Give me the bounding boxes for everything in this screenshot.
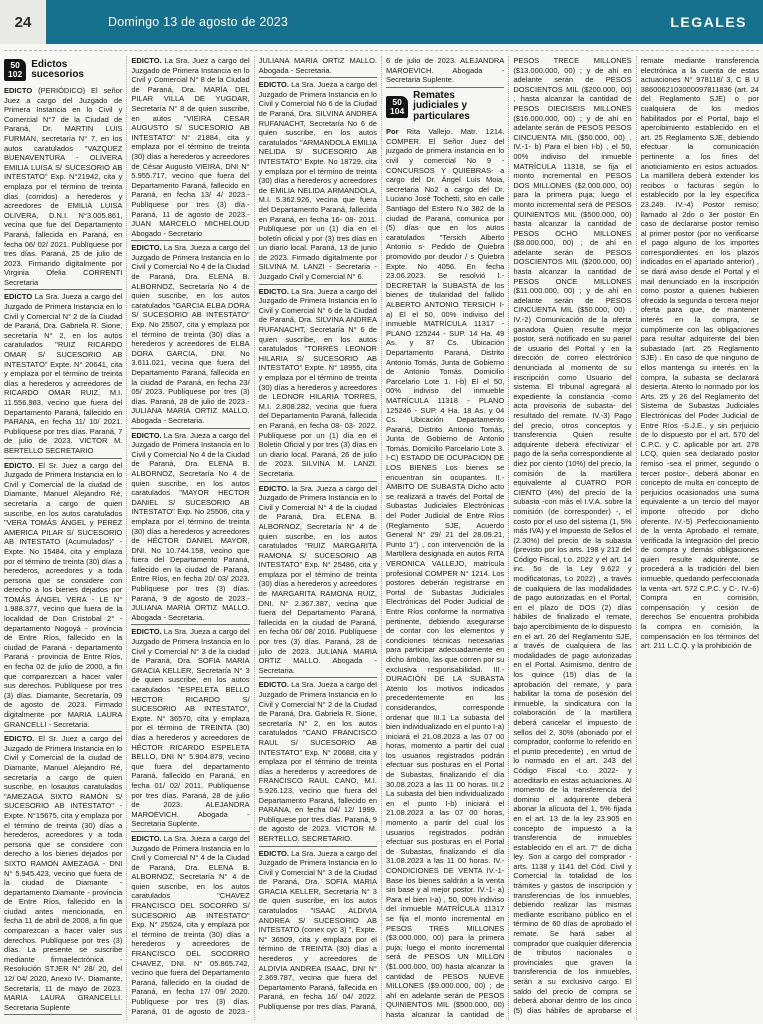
badge-code-top: 50 <box>10 60 20 70</box>
section-code-badge-icon <box>4 59 26 81</box>
notice-lead: EDICTO. <box>131 243 162 253</box>
legal-notice-remate <box>386 56 759 1020</box>
legal-notice <box>259 287 377 482</box>
legal-notice <box>4 461 122 733</box>
section-code-badge-icon <box>386 96 408 118</box>
badge-code-top: 50 <box>392 96 402 107</box>
notice-lead: EDICTO. <box>131 56 162 65</box>
notice-body: La Sra. Jueza a cargo del Juzgado de Primera Instancia en lo Civil y Comercial N° 2 de la Ciudad de Paraná, Dra. Gabriela R. Sione, secretaría N° 2, en los autos caratulados "CANO FRANCISCO RAUL S/ SUCESORIO AB INTESTATO" Exp. N° 20688, cita y emplaza por el término de treinta días a herederos y acreedores de FRANCISCO RAUL CANO, M.I. 5.926.123, vecino que fuera del Departamento Paraná, fallecido en PARANA, en fecha 04/ 12/ 1999. Publíquese por tres días. Paraná, 9 de agosto de 2023. VICTOR M. BERTELLO. SECRETARIO. <box>258 680 377 843</box>
edition-date: Domingo 13 de agosto de 2023 <box>108 15 289 29</box>
notice-lead: EDICTO. <box>258 286 289 296</box>
notice-lead: EDICTO. <box>4 460 35 470</box>
legal-notice <box>131 431 249 626</box>
legal-notice <box>259 680 377 846</box>
notice-body: La Sra. Jueza a cargo del Juzgado de Primera Instancia en lo Civil y Comercial N° 2 de la Ciudad de Paraná, Dra. Gabriela R. Sione, secretaría N° 2, en los autos caratulados "RUIZ RICARDO OMAR S/ SUCESORIO AB INTESTATO" Expte. N° 20641, cita y emplaza por el término de treinta días a herederos y acreedores de RICARDO OMAR RUIZ, M.I. 11.556.983, vecino que fuera del Departamento Paraná, fallecido en PARANA, en fecha 11/ 10/ 2021. Publíquese por tres días. Paraná, 7 de julio de 2023. VICTOR M. BERTELLO SECRETARIO <box>4 292 123 455</box>
notice-lead: EDICTO <box>4 86 33 95</box>
notice-lead: EDICTO. <box>131 627 162 637</box>
notice-body: (PERIÓDICO) El señor Juez a cargo del Juzgado de Primera Instancia en lo Civil y Comercial N°7 de la Ciudad de Paraná, Dr. MARTIN LUIS FURMAN, secretaría N° 7, en los autos caratulados "VAZQUEZ BUENAVENTURA - OLIVERA EMILIA LUISA S/ SUCESORIO AB INTESTATO" Exp. N°21942, cita y emplaza por el término de treinta días (corridos) a herederos y acreedores de EMILIA LUISA OLIVERA, D.N.I. N°3.005.861, vecina que fue del Departamento Paraná, fallecida en Paraná, en fecha 06/ 02/ 2021. Publíquese por tres días. Paraná, 25 de julio de 2023. Firmando digitalmente por Virginia Ofelia CORRENTI Secretaria <box>4 86 123 287</box>
section-title-legales: LEGALES <box>670 14 747 30</box>
notice-body: La Sra. Jueza a cargo del Juzgado de Primera Instancia en lo Civil y Comercial No 6 de la Ciudad de Paraná, Dra. SILVINA ANDREA RUFANACHT, Secretaría No 6 de quien suscribe, en los autos caratulados "ARMANDOLA EMILIA NELIDA S/ SUCESORIO AB INTESTATO" Expte. No 18729, cita y emplaza por el término de treinta (30) días a herederos y acreedores de EMILIA NELIDA ARMANDOLA, M.I. 5.362.926, vecina que fuera del Departamento Paraná, fallecida en Paraná, en fecha 16- 08- 2011. Publíquese por un (1) día en el boletín oficial y por (3) tres días en un diario local. Paraná, 13 de junio de 2023. Firmado digitalmente por SILVINA M. LANZI - Secretaria - Juzgado Civil y Comercial N° 6. <box>258 80 377 282</box>
section-header-edictos <box>4 59 122 81</box>
notice-body: La Sra. Jueza a cargo del Juzgado de Primera Instancia en lo Civil y Comercial No 4 de la Ciudad de Paraná, Dra. ELENA B. ALBORNOZ, Secretaría No 4 de quien suscribe, en los autos caratulados "MAYOR HECTOR DANIEL S/ SUCESORIO AB INTESTATO" Exp. No 25506, cita y emplaza por el término de treinta (30) días a herederos y acreedores de HÉCTOR DANIEL MAYOR, DNI. No 10.744.158, vecino que fuera del Departamento Paraná, fallecido en la ciudad de Paraná, Entre Ríos, en fecha 20/ 03/ 2023. Publíquese por tres (3) días. Paraná, 9 de agosto de 2023.- JULIANA MARIA ORTIZ MALLO. Abogada - Secretaria. <box>131 430 250 622</box>
legal-notice <box>259 80 377 284</box>
legal-notice <box>4 292 122 458</box>
page-number: 24 <box>0 0 46 44</box>
notice-body: La Sra. Jueza a cargo del Juzgado de Primera Instancia en lo Civil y Comercial N° 3 de la Ciudad de Paraná, Dra. SOFIA MARIA GRACIA KELLER, Secretaría N° 3 de quien suscribe, en los autos caratulados "ISAAC ALDIVIA ANDREA S/ SUCESORIO AB INTESTATO (conex cyc 3) ", Expte. N° 36509, cita y emplaza por el término de TREINTA (30) días a herederos y acreedores de ALDIVIA ANDREA ISAAC, DNI N° 2.369.787, vecina que fuera del Departamento Paraná, fallecida en Paraná, en fecha 16/ 04/ 2022. Publíquense por tres días. Paraná, 6 de julio de 2023. ALEJANDRA MAROEVICH. Abogada - Secretaria Suplente. <box>258 56 505 1011</box>
section-heading: Edictos sucesorios <box>31 58 84 80</box>
notice-lead: EDICTO. <box>131 430 162 440</box>
legal-notice <box>4 734 122 1015</box>
notice-lead: Por <box>385 127 399 137</box>
notice-body: La Sra. Jueza a cargo del Juzgado de Primera Instancia en lo Civil y Comercial N° 3 de la ciudad de Paraná, Dra. SOFIA MARIA GRACIA KELLER, Secretaría N° 3 de quien suscribe, en los autos caratulados "ESPELETA BELLO HECTOR RICARDO S/ SUCESORIO AB INTESTATO", Expte. N° 36570, cita y emplaza por el término de TREINTA (30) días a herederos y acreedores de HÉCTOR RICARDO ESPELETA BELLO, DNI N° 5.904.879, vecino que fuera del departamento Paraná, fallecido en Paraná, en fecha 01/ 02/ 2011. Publíquense por tres días. Paraná, 28 de julio de 2023. ALEJANDRA MAROEVICH. Abogada - Secretaria Suplente. <box>131 627 250 829</box>
notice-lead: EDICTO. <box>258 80 289 90</box>
notice-body: El Sr. Juez a cargo del Juzgado de Primera Instancia en lo Civil y Comercial de la ciudad de Diamante, Manuel Alejandro Ré, secretaría a cargo de quien suscribe, en losautos caratulados "AMEZAGA SIXTO RAMÓN S/ SUCESORIO AB INTESTATO" - Expte. N°15675, cita y emplaza por el término de treinta (30) días a herederos, acreedores y a toda persona que se considere con derecho a los bienes dejados por SIXTO RAMON AMEZAGA - DNI N° 5.945.423, vecino que fuera de la ciudad de Diamante - departamento Diamante - provincia de Entre Ríos, fallecido en la ciudad antes mencionada, en fecha 11 de abril de 2008, a fin que comparezcan a hacer valer sus derechos. Publíquese por tres (3) días. La presente se suscribe mediante firmaelectrónica -Resolución STJER N° 28/ 20, del 12/ 04/ 2020, Anexo IV-. Diamante, Secretaría, 11 de mayo de 2023. MARIA LAURA GRANCELLI. Secretaria Suplente <box>4 734 123 1012</box>
notice-body: La Sra. Jueza a cargo del Juzgado de Primera Instancia en lo Civil y Comercial N° 6 de la Ciudad de Paraná, Dra. SILVINA ANDREA RUFANACHT, Secretaría N° 6 de quien suscribe, en los autos caratulados "TORRES LEONOR HILARIA S/ SUCESORIO AB INTESTATO" Expte. N° 18955, cita y emplaza por el término de treinta (30) días a herederos y acreedores de LEONOR HILARIA TORRES, M.I. 2.808.282, vecina que fuera del Departamento Paraná, fallecida en Paraná, en fecha 08- 03- 2022. Publíquese por un (1) día en el Boletin Oficial y por tres (3) días en un diario local. Paraná, 26 de julio de 2023. SILVINA M. LANZI. Secretaria. <box>258 286 377 478</box>
notice-lead: EDICTO. <box>258 848 289 858</box>
badge-code-bottom: 104 <box>389 105 405 116</box>
notice-lead: EDICTO. <box>258 680 289 690</box>
notice-lead: EDICTO <box>4 292 33 302</box>
legal-notice <box>131 56 249 241</box>
section-header-remates <box>386 91 504 123</box>
legal-notice <box>4 86 122 290</box>
notice-body: La Sra. Jueza a cargo del Juzgado de Primera Instancia en lo Civil y Comercial N° 4 de la Ciudad de Paraná, Dra. ELENA B. ALBORNOZ, Secretaría N° 4 de quien suscribe, en los autos caratulados "CHAVEZ FRANCISCO DEL SOCORRO S/ SUCESORIO AB INTESTATO" Exp. N° 25524, cita y emplaza por el término de treinta (30) días a herederos y acreedores de FRANCISCO DEL SOCORRO CHAVEZ, DNI. N° 05.865.742, vecino que fuera del Departamento Paraná, fallecido en la ciudad de Paraná, en fecha 17/ 09/ 2020. Publíquese por tres (3) días. Paraná, 01 de agosto de 2023.- JULIANA MARIA ORTIZ MALLO. Abogada - Secretaria. <box>131 56 377 1016</box>
legal-notice <box>131 243 249 428</box>
notice-body: Rita Vallejo. Matr. 1214. COMPER. El Señor Juez del juzgado de primera instancia en lo civil y comercial No 9 - CONCURSOS Y QUIEBRAS- a cargo del Dr. Ángel Luis Moia, secretaria No2 a cargo del Dr. Luciano José Tochetti, sito en calle Santiago del Estero N.o 382 de la ciudad de Paraná, comunica por (5) días que en los autos caratulados "Tersich Alberto Antonio s- Pedido de Quiebra promovido por deudor / s Quiebra Expte. No 4056. En fecha 23.06.2023. Se resolvió I.- DECRETAR la SUBASTA de los bienes de titularidad del fallido ALBERTO ANTONIO TERSICH I-a) El el 50, 00% indiviso del inmueble MATRÍCULA 11317 - PLANO 125244 - SUP. 14 Ha. 49 As. y 87 Cs. Ubicación Departamento Paraná, Distrito Antonio Tomás, Junta de Gobierno de Antonio Tomás. Domicilio Parcelario Lote 1. I-b) El el 50, 00% indiviso del inmueble MATRÍCULA 11318 - PLANO 125246 - SUP. 4 Ha. 18 As. y 04 Cs. Ubicación Departamento Paraná, Distrito Antonio Tomás, Junta de Gobierno de Antonio Tomás. Domicilio Parcelario Lote 3. I-C) ESTADO DE OCUPACION DE LOS BIENES Los bienes se encuentran sin ocupantes. II.- ÁMBITO DE SUBASTA Dicho acto se realizará a través del Portal de Subastas Judiciales Electrónicas del Poder Judicial de Entre Ríos (Reglamento SJE, Acuerdo General N° 29/ 21 del 28.09.21, Punto 1°) , con intervención de la Martillera designada en autos RITA VERONICA VALLEJO, matrícula profesional COMPER N° 1214. Los postores deberán registrarse en Portal de Subastas Judiciales Electrónicas del Poder Judicial de Entre Ríos conforme la normativa pertinente, debiendo asegurarse de contar con los elementos y condiciones técnicas necesarias para participar adecuadamente en dicho ámbito, las que corren por su exclusiva responsabilidad. III.- DURACIÓN DE LA SUBASTA Atento los motivos indicados precedentemente en los considerandos, corresponde ordenar que III.1 La subasta del bien individualizado en el punto I-a) iniciará el 21.08.2023 a las 07 00 horas, momento a partir del cual los usuarios registrados podrán efectuar sus posturas en el Portal de Subastas, finalizando el día 30.08.2023 a las 11 00 horas. III.2 La subasta del bien individualizado en el punto I-b) iniciará el 21.08.2023 a las 07 00 horas, momento a partir del cual los usuarios registrados podrán efectuar sus posturas en el Portal de Subastas, finalizando el día 31.08.2023 a las 11 00 horas. IV.- CONDICIONES DE VENTA IV.-1- Base los bienes saldrán a la venta sin base y al mejor postor. IV.-1- a) Para el bien I-a) , 50, 00% indiviso del inmueble MATRÍCULA 11317 se fija el monto incremental en PESOS TRES MILLONES ($3.000.000, 00) para la primera puja; luego el monto incremental será de PESOS UN MILLON ($1.000.000, 00) hasta alcanzar la cantidad de PESOS NUEVE MILLONES ($9.000.000, 00) ; de ahí en adelante serán de PESOS QUINIENTOS MIL ($500.000, 00) hasta alcanzar la cantidad de PESOS TRECE MILLONES ($13.000.000, 00) ; y de ahí en adelante serán de PESOS DOSCIENTOS MIL ($200.000, 00) , hasta alcanzar la cantidad de PESOS DIECISEIS MILLONES ($16.000.000, 00) ; y de ahí en adelante serán de PESOS PESOS CINCUENTA MIL ($50.000, 00) . IV.-1- b) Para el bien I-b) , el 50, 00% indiviso del inmueble MATRÍCULA 11318, se fija el monto incremental en PESOS DOS MILLONES ($2.000.000, 00) para la primera puja; luego el monto incremental será de PESOS QUINIENTOS MIL ($500.000, 00) hasta alcanzar la cantidad de PESOS OCHO MILLONES ($8.000.000, 00) ; de ahí en adelante serán de PESOS DOSCIENTOS MIL ($200.000, 00) hasta alcanzar la cantidad de PESOS ONCE MILLONES ($11.000.000, 00) ; y de ahí en adelante serán de PESOS CINCUENTA MIL ($50.000, 00) . IV.-2) Comunicación de la oferta ganadora Quien resulte mejor postor, será notificado en su panel de usuario del Portal y en la dirección de correo electrónico denunciada al momento de su inscripción como Usuario del sistema. El tribunal agregará al expediente la constancia -como acta provisoria de subasta- del resultado del remate. IV.-3) Pago del precio, otros conceptos y transferencia Quien resulte adquirente deberá efectivizar el pago de la seña correspondiente al diez por ciento (10%) del precio, la comisión de la martillera equivalente al CUATRO POR CIENTO (4%) del precio de la subasta -con más el I.V.A. sobre la comisión (de corresponder) -, el costo por el uso del sistema (1, 5% más IVA) y el Impuesto de Sellos el (2.30%) del precio de la subasta (previsto por los arts. 198 y 212 del Código Fiscal, t.o. 2022 y el art. 14 inc. 5o de la Ley 9.622 y modificatorias, t.o 2022) , a través de cualquiera de las modalidades de pago autorizadas en el Portal, en el plazo de DOS (2) días hábiles de finalizado el remate, bajo apercibimiento de lo dispuesto en el art. 26 del Reglamento SJE, a través de cualquiera de las modalidades de pago autorizadas en el Portal. Asimismo, dentro de los quince (15) días de la aprobación del remate, y para habilitar la toma de posesión del inmueble, la sindicatura con la colaboración de la martillera deberá cancelar el impuesto de sellos del 2, 30% (abonado por el comprador, conforme lo referido en el punto precedente) , en virtud de lo normado en el art. 243 del Código Fiscal -t.o. 2022- y acreditarlo en estas actuaciones. Al momento de la transferencia del dominio el adquirente deberá abonar la alícuota del 1, 5% fijada en el art. 13 de la ley 23.905 en concepto de impuesto a la transferencia de inmuebles establecido en el art. 7° de dicha ley. Son a cargo del comprador -arts. 1138 y 1141 del Cód. Civil y Comercial la totalidad de los trámites y gastos de inscripción y transferencias de los inmuebles, debiendo realizar las mismas mediante escribano público en el término de 60 días de aprobado el remate. Se hará saber al comprador que cualquier diferencia de tributos nacionales o provinciales que graven la transferencia de los inmuebles, serán a su exclusivo cargo. El saldo del precio de compra se deberá abonar dentro de los cinco (5) días hábiles de aprobarse el remate mediante transferencia electrónica a la cuenta de estas actuaciones N° 978118/ 3, C B U 3860062103000097811836 (art. 24 del Reglamento SJE) o por cualquiera de los medios habilitados por el Portal, bajo el apercibimiento establecido en el art. 25 Reglamento SJE, debiendo efectuar la comunicación pertinente a los fines del anoticiamiento en estos actuados. La martillera deberá extender los recibos o facturas según lo establecido por la ley específica 23.249. IV.-4) Postor remiso; llamado al 2do o 3er postor En caso de declararse postor remiso al primer postor (por no verificarse el pago alguno de los importes correspondientes en los plazos indicados en el apartado anterior) , se dará aviso desde el Portal y el mail denunciado en la inscripción como postor a quienes hubieren ofrecido la segunda o tercera mejor oferta para que, de mantener interés en la compra, se cumplimente con las obligaciones para resultar adquirente del bien subastado (art. 25 Reglamento SJE) . En caso de que ninguno de ellos mantenga su interés en la compra, la subasta se declarará desierta. Atento lo normado por los Arts. 25 y 26 del Reglamento del Sistema de Subastas Judiciales Electrónicas del Poder Judicial de Entre Ríos -S.J.E., y sin perjuicio de lo dispuesto por el art. 570 del C.P.C. y C. aplicable por art. 278 LCQ, quien sea declarado postor remiso -sea el primer, segundo o tercer postor-, deberá abonar en concepto de multa en concepto de perjuicios ocasionados una suma equivalente a un tercio del mayor importe ofrecido por dicho oferente. IV.-5) Perfeccionamiento de la venta Aprobado el remate, verificada la integración del precio de compra y demás obligaciones quien resulte adquirente, se procederá a la tradición del bien inmueble, quedando perfeccionada la venta -art. 572 C.P.C. y C-. IV.-6) Compra en comisión, compensación y cesión de derechos Se encuentra prohibida la compra en comisión, la compensación en los términos del art. 211 L.C.Q. y la prohibición de <box>385 56 759 1019</box>
masthead-band <box>46 0 763 44</box>
notice-body: la Sra. Jueza a cargo del Juzgado de Primera Instancia en lo Civil y Comercial N° 4 de la ciudad de Paraná, Dra. ELENA B. ALBORNOZ, Secretaría N° 4 de quien suscribe, en los autos caratulados "RUIZ MARGARITA RAMONA S/ SUCESORIO AB INTESTATO" Exp. N° 25486, cita y emplaza por el término de treinta (30) días a herederos y acreedores de MARGARITA RAMONA RUIZ, DNI. N° 2.367.387, vecina que fuera del Departamento Paraná, fallecida en la ciudad de Paraná, en fecha 06/ 08/ 2016. Publíquese por tres (3) días. Paraná, 28 de julio de 2023. JULIANA MARIA ORTIZ MALLO. Abogada - Secretaria. <box>258 483 377 675</box>
notice-body: El Sr. Juez a cargo del Juzgado de Primera Instancia en lo Civil y Comercial de la ciudad de Diamante, Manuel Alejandro Ré, secretaría a cargo de quien suscribe, en los autos caratulados "VERA TOMÁS ÁNGEL y PEREZ AMERICA PILAR S/ SUCESORIO AB INTESTATO (Acumulados)" - Expte. No 15484, cita y emplaza por el término de treinta (30) días a herederos, acreedores y a toda persona que se considere con derecho a los bienes dejados por TOMÁS ÁNGEL VERA - LE N° 1.988.377, vecino que fuera de la localidad de Don Cristobal 2° - departamento Nogoyá - provincia de Entre Ríos, fallecido en la ciudad de Paraná - departamento Paraná - provincia de Entre Ríos, en fecha 02 de julio de 2000, a fin que comparezcan a hacer valer sus derechos. Publíquese por tres (3) días. Diamante, Secretaría, 09 de agosto de 2023. Firmado digitalmente por MARIA LAURA GRANCELLI - Secretaria. <box>4 460 123 729</box>
badge-code-bottom: 102 <box>8 69 23 79</box>
section-heading: Remates judiciales y particulares <box>413 89 470 122</box>
masthead <box>0 0 763 44</box>
notice-lead: EDICTO. <box>131 833 162 843</box>
legal-notice <box>259 484 377 679</box>
notice-body: La Sra. Juez a cargo del Juzgado de Primera Instancia en lo Civil y Comercial N° 8 de la Ciudad de Paraná, Dra. MARÍA DEL PILAR VILLA DE YUGDAR, Secretaría N° 8 de quien suscribe, en autos "VIEIRA CESAR AUGUSTO S/ SUCESORIO AB INTESTATO" N° 21884, cita y emplaza por el término de treinta (30) días a herederos y acreedores de César Augusto VIEIRA, DNI N° 5.955.717, vecino que fuera del Departamento Paraná, fallecido en Paraná, en fecha 13/ 4/ 2023.- Publíquese por tres (3) día.- Paraná, 11 de agosto de 2023.- JUAN MARCELO MICHELOUD Abogado - Secretario <box>131 56 250 238</box>
notice-lead: EDICTO. <box>4 734 35 744</box>
notice-lead: EDICTO. <box>258 483 289 493</box>
legal-notice <box>131 627 249 831</box>
legal-notices-columns <box>4 50 759 1020</box>
notice-body: La Sra. Jueza a cargo del Juzgado de Primera Instancia en lo Civil y Comercial No 4 de la Ciudad de Paraná, Dra. ELENA B. ALBORNOZ, Secretaría No 4 de quien suscribe, en los autos caratulados "GARCIA ELBA DORA S/ SUCESORIO AB INTESTATO" Exp. No 25507, cita y emplaza por el término de treinta (30) días a herederos y acreedores de ELBA DORA GARCIA, DNI. No 3.611.021, vecina que fuera del Departamento Paraná, fallecida en la ciudad de Paraná, en fecha 23/ 05/ 2023. Publíquese por tres (3) días. Paraná, 28 de julio de 2023.- JULIANA MARIA ORTIZ MALLO. Abogada - Secretaria. <box>131 243 250 425</box>
